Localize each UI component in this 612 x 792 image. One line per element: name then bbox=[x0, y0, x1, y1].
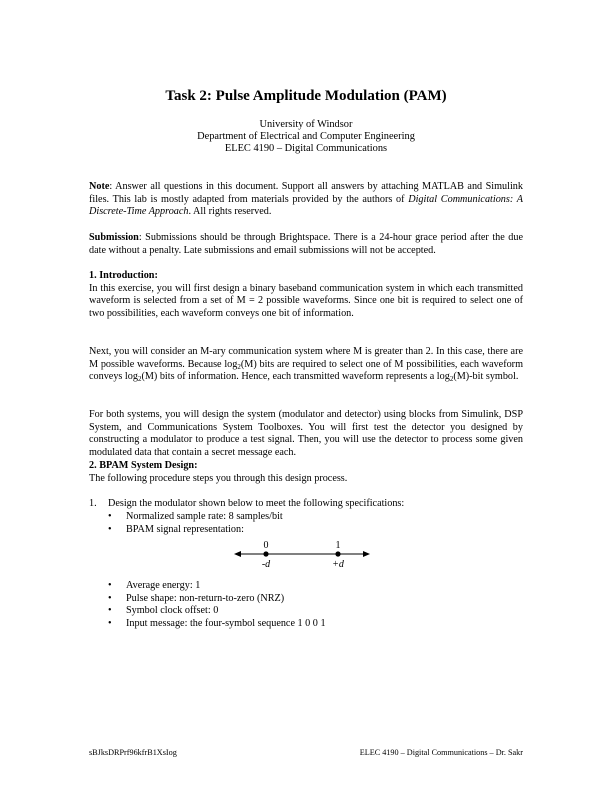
constellation-point bbox=[335, 551, 340, 556]
constellation-bit-label: 0 bbox=[263, 540, 269, 551]
introduction-paragraph-1: In this exercise, you will first design a binary baseband communication system in which each transmitted waveform is selected from a set of M = 2 possible waveforms. Since one bit is required to select one of two possibilities, each waveform conveys one bit of information. bbox=[89, 282, 523, 319]
bpam-intro: The following procedure steps you through this design process. bbox=[89, 472, 348, 484]
constellation-amplitude-label: +d bbox=[332, 559, 344, 570]
bpam-section bbox=[89, 460, 523, 485]
left-arrowhead-icon bbox=[234, 551, 241, 557]
submission-paragraph bbox=[89, 232, 523, 257]
footer-course-instructor: ELEC 4190 – Digital Communications – Dr. Sakr bbox=[359, 748, 523, 757]
university-name: University of Windsor bbox=[259, 119, 353, 130]
spec-item: • Pulse shape: non-return-to-zero (NRZ) bbox=[108, 593, 326, 606]
book-title: Digital Communications: A Discrete-Time Approach bbox=[89, 193, 523, 218]
introduction-paragraph-3: For both systems, you will design the system (modulator and detector) using blocks from Simulink, DSP System, and Communications System Toolboxes. You will first test the detector you designed by constructing a modulator to produce a test signal. Then, you will use the detector to process some given modulated data that contain a secret message each. bbox=[89, 409, 523, 458]
note-label: Note bbox=[89, 181, 110, 192]
introduction-section bbox=[89, 270, 523, 320]
spec-item: • BPAM signal representation: bbox=[108, 524, 283, 537]
note-paragraph bbox=[89, 181, 523, 219]
bpam-constellation-diagram bbox=[232, 538, 372, 572]
footer-document-id: sBJksDRPrf96kfrB1XsIog bbox=[89, 748, 177, 757]
submission-label: Submission bbox=[89, 232, 139, 243]
course-name: ELEC 4190 – Digital Communications bbox=[224, 143, 388, 154]
spec-item: • Symbol clock offset: 0 bbox=[108, 605, 326, 618]
spec-list-b bbox=[108, 580, 326, 630]
note-text-b: . All rights reserved. bbox=[188, 206, 272, 218]
introduction-paragraph-2: Next, you will consider an M-ary communication system where M is greater than 2. In this case, there are M possible waveforms. Because $\log_2(M)$ bits are required to select one of M possibilities, each waveform conveys $\log_2(M)$ bits of information. Hence, each transmitted waveform represents a $\log_2(M)$-bit symbol. bbox=[89, 346, 524, 384]
right-arrowhead-icon bbox=[363, 551, 370, 557]
spec-item: • Input message: the four-symbol sequence 1 0 0 1 bbox=[108, 618, 326, 631]
page-title: Task 2: Pulse Amplitude Modulation (PAM) bbox=[165, 88, 447, 104]
note-text-a: : Answer all questions in this document. Support all answers by attaching MATLAB and Simulink files. This lab is mostly adapted from materials provided by the authors of bbox=[89, 181, 523, 205]
bpam-heading: 2. BPAM System Design: bbox=[89, 460, 198, 471]
step-1-number: 1. bbox=[89, 498, 97, 509]
constellation-amplitude-label: -d bbox=[261, 559, 271, 570]
step-1 bbox=[89, 498, 404, 511]
department-name: Department of Electrical and Computer Engineering bbox=[197, 131, 415, 142]
submission-text: : Submissions should be through Brightspace. There is a 24-hour grace period after the due date without a penalty. Late submissions and email submissions will not be accepted. bbox=[89, 232, 523, 256]
step-1-text: Design the modulator shown below to meet the following specifications: bbox=[108, 498, 405, 509]
constellation-bit-label: 1 bbox=[335, 540, 341, 551]
spec-item: • Normalized sample rate: 8 samples/bit bbox=[108, 511, 283, 524]
spec-item: • Average energy: 1 bbox=[108, 580, 326, 593]
introduction-heading: 1. Introduction: bbox=[89, 270, 158, 281]
spec-list-a bbox=[108, 511, 283, 536]
constellation-point bbox=[263, 551, 268, 556]
